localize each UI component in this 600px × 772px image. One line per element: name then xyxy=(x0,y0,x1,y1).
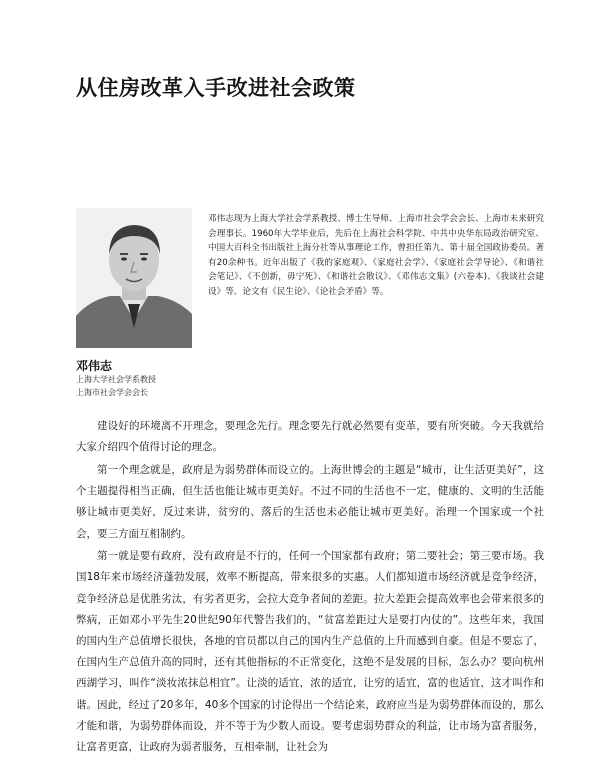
portrait-image xyxy=(76,208,192,348)
body-paragraph: 第一就是要有政府，没有政府是不行的，任何一个国家都有政府；第二要社会；第三要市场。我国18年来市场经济蓬勃发展，效率不断提高，带来很多的实惠。人们都知道市场经济就是竞争经济，竞争经济总是优胜劣汰，有劣者更劣，会拉大竞争者间的差距。拉大差距会提高效率也会带来很多的弊病，正如邓小平先生20世纪90年代警告我们的，“贫富差距过大是要打内仗的”。这些年来，我国的国内生产总值增长很快，各地的官员都以自己的国内生产总值的上升而感到自豪。但是不要忘了，在国内生产总值升高的同时，还有其他指标的不正常变化，这绝不是发展的目标，怎么办？要向杭州西湖学习，叫作“淡妆浓抹总相宜”。让淡的适宜，浓的适宜，让穷的适宜，富的也适宜，这才叫作和谐。因此，经过了20多年，40多个国家的讨论得出一个结论来，政府应当是为弱势群体而设的，那么才能和谐，为弱势群体而设，并不等于为少数人而设。要考虑弱势群众的利益，让市场为富者服务，让富者更富，让政府为弱者服务，互相牵制，让社会为 xyxy=(76,550,544,754)
article-title: 从住房改革入手改进社会政策 xyxy=(76,76,356,100)
body-paragraph: 建设好的环境离不开理念，要理念先行。理念要先行就必然要有变革，要有所突破。今天我就给大家介绍四个值得讨论的理念。 xyxy=(76,420,544,454)
author-affiliation: 上海市社会学会会长 xyxy=(76,387,148,397)
article-body xyxy=(76,416,544,760)
author-block xyxy=(76,358,156,399)
author-photo xyxy=(76,208,192,348)
body-paragraph: 第一个理念就是，政府是为弱势群体而设立的。上海世博会的主题是“城市，让生活更美好”，这个主题提得相当正确，但生活也能让城市更美好。不过不同的生活也不一定，健康的、文明的生活能够让城市更美好，反过来讲，贫穷的、落后的生活也未必能让城市更美好。治理一个国家或一个社会，要三方面互相制约。 xyxy=(76,463,544,540)
author-name: 邓伟志 xyxy=(76,359,113,373)
author-bio: 邓伟志现为上海大学社会学系教授、博士生导师、上海市社会学会会长、上海市未来研究会理事长。1960年大学毕业后，先后在上海社会科学院、中共中央华东局政治研究室、中国大百科全书出版社上海分社等从事理论工作，曾担任第九、第十届全国政协委员。著有20余种书。近年出版了《我的家庭观》、《家庭社会学》、《家庭社会学导论》、《和谐社会笔记》、《不创新，毋宁死》、《和谐社会散议》、《邓伟志文集》(六卷本)、《我谈社会建设》等。论文有《民生论》、《论社会矛盾》等。 xyxy=(208,214,544,297)
author-affiliation: 上海大学社会学系教授 xyxy=(76,375,156,384)
